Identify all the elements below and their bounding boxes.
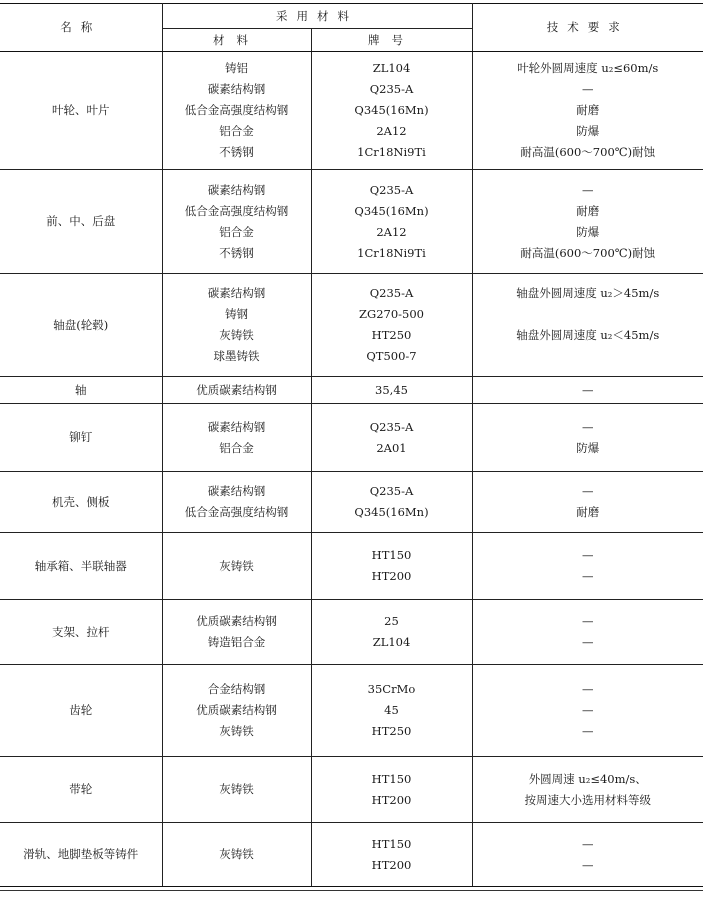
- row-grades: [311, 600, 472, 665]
- material-line: 碳素结构钢: [207, 484, 266, 498]
- grade-line: Q235-A: [369, 82, 414, 96]
- requirement-line: 耐磨: [576, 103, 600, 117]
- material-line: 优质碳素结构钢: [196, 703, 277, 717]
- requirement-line: —: [582, 548, 594, 562]
- row-grades: [311, 472, 472, 533]
- material-line: 铝合金: [219, 440, 254, 455]
- requirement-line: 外圆周速 u₂≤40m/s、: [528, 771, 647, 786]
- row-materials: [162, 757, 311, 823]
- grade-line: HT250: [371, 724, 412, 738]
- row-materials: [162, 665, 311, 757]
- header-material: 材料: [162, 29, 311, 52]
- grade-line: 1Cr18Ni9Ti: [357, 145, 426, 159]
- row-grades: [311, 533, 472, 600]
- row-materials: [162, 377, 311, 404]
- row-materials: [162, 823, 311, 887]
- table-row: [0, 665, 703, 757]
- requirement-line: 叶轮外圆周速度 u₂≤60m/s: [517, 61, 659, 75]
- row-materials: [162, 274, 311, 377]
- material-line: 低合金高强度结构钢: [184, 203, 289, 218]
- material-line: 碳素结构钢: [207, 419, 266, 434]
- material-line: 铝合金: [219, 224, 254, 239]
- requirement-line: —: [582, 614, 594, 628]
- grade-line: Q235-A: [369, 286, 414, 300]
- requirement-line: —: [582, 857, 594, 872]
- header-name: 名称: [0, 4, 162, 52]
- requirement-line: 耐磨: [576, 203, 600, 218]
- grade-line: QT500-7: [366, 349, 417, 363]
- material-line: 灰铸铁: [219, 724, 254, 738]
- row-materials: [162, 600, 311, 665]
- material-line: 碳素结构钢: [207, 82, 266, 96]
- table-row: [0, 600, 703, 665]
- row-grades: [311, 404, 472, 472]
- material-line: 灰铸铁: [219, 558, 254, 573]
- row-materials: [162, 404, 311, 472]
- table-row: [0, 274, 703, 377]
- requirement-line: —: [582, 484, 594, 498]
- requirement-line: —: [582, 182, 594, 197]
- table-row: [0, 404, 703, 472]
- grade-line: HT200: [371, 792, 412, 807]
- requirement-line: 防爆: [576, 124, 600, 138]
- grade-line: Q345(16Mn): [354, 203, 429, 218]
- requirement-line: —: [582, 569, 594, 583]
- material-line: 铸铝: [225, 61, 248, 75]
- grade-line: HT200: [371, 857, 412, 872]
- row-grades: [311, 823, 472, 887]
- requirement-line: 耐高温(600～700℃)耐蚀: [520, 145, 656, 159]
- row-requirements: [472, 665, 703, 757]
- requirement-line: 耐高温(600～700℃)耐蚀: [520, 245, 656, 260]
- grade-line: HT150: [371, 771, 412, 786]
- row-name: 支架、拉杆: [0, 600, 162, 665]
- row-requirements: [472, 52, 703, 170]
- header-row-1: [0, 4, 703, 29]
- requirement-line: —: [582, 724, 594, 738]
- grade-line: 2A01: [376, 440, 407, 455]
- grade-line: ZL104: [372, 635, 411, 649]
- grade-line: ZL104: [372, 61, 411, 75]
- row-materials: [162, 170, 311, 274]
- table-row: [0, 377, 703, 404]
- material-line: 不锈钢: [219, 245, 254, 260]
- row-name: 轴: [0, 377, 162, 404]
- material-line: 优质碳素结构钢: [196, 382, 277, 397]
- row-name: 叶轮、叶片: [0, 52, 162, 170]
- table-row: [0, 757, 703, 823]
- row-name: 带轮: [0, 757, 162, 823]
- material-line: 灰铸铁: [219, 328, 254, 342]
- grade-line: 25: [384, 614, 399, 628]
- row-grades: [311, 52, 472, 170]
- grade-line: HT150: [371, 836, 412, 851]
- grade-line: Q235-A: [369, 182, 414, 197]
- row-name: 前、中、后盘: [0, 170, 162, 274]
- header-grade: 牌号: [311, 29, 472, 52]
- grade-line: Q235-A: [369, 419, 414, 434]
- row-requirements: [472, 274, 703, 377]
- grade-line: 45: [384, 703, 399, 717]
- material-line: 低合金高强度结构钢: [184, 505, 289, 519]
- materials-table: [0, 3, 703, 887]
- row-requirements: [472, 600, 703, 665]
- material-line: 不锈钢: [219, 145, 254, 159]
- requirement-line: —: [582, 635, 594, 649]
- requirement-line: —: [582, 703, 594, 717]
- row-materials: [162, 533, 311, 600]
- grade-line: HT200: [371, 569, 412, 583]
- material-line: 铸造铝合金: [207, 635, 266, 649]
- requirement-line: —: [582, 682, 594, 696]
- requirement-line: 按周速大小选用材料等级: [524, 792, 651, 807]
- requirement-line: 耐磨: [576, 505, 600, 519]
- grade-line: Q345(16Mn): [354, 103, 429, 117]
- grade-line: HT250: [371, 328, 412, 342]
- material-line: 灰铸铁: [219, 847, 254, 861]
- requirement-line: 防爆: [576, 440, 600, 455]
- grade-line: Q345(16Mn): [354, 505, 429, 519]
- grade-line: ZG270-500: [359, 307, 424, 321]
- requirement-line: —: [582, 382, 594, 397]
- row-requirements: [472, 472, 703, 533]
- row-requirements: [472, 823, 703, 887]
- requirement-line: 轴盘外圆周速度 u₂＞45m/s: [516, 286, 660, 300]
- grade-line: 2A12: [376, 224, 407, 239]
- row-name: 机壳、侧板: [0, 472, 162, 533]
- header-material-group: 采用材料: [162, 4, 472, 29]
- grade-line: HT150: [371, 548, 412, 562]
- row-grades: [311, 757, 472, 823]
- row-grades: [311, 665, 472, 757]
- grade-line: 35,45: [375, 382, 408, 397]
- row-requirements: [472, 170, 703, 274]
- requirement-line: 防爆: [576, 224, 600, 239]
- grade-line: 2A12: [376, 124, 407, 138]
- requirement-line: —: [582, 82, 594, 96]
- row-materials: [162, 52, 311, 170]
- row-name: 齿轮: [0, 665, 162, 757]
- grade-line: Q235-A: [369, 484, 414, 498]
- row-requirements: [472, 533, 703, 600]
- table-row: [0, 472, 703, 533]
- row-name: 轴盘(轮毂): [0, 274, 162, 377]
- requirement-line: [473, 304, 703, 325]
- row-grades: [311, 170, 472, 274]
- row-name: 滑轨、地脚垫板等铸件: [0, 823, 162, 887]
- table-row: [0, 823, 703, 887]
- grade-line: 1Cr18Ni9Ti: [357, 245, 426, 260]
- row-grades: [311, 274, 472, 377]
- material-line: 碳素结构钢: [207, 286, 266, 300]
- table-header: [0, 4, 703, 52]
- material-line: 铝合金: [219, 124, 254, 138]
- material-line: 低合金高强度结构钢: [184, 103, 289, 117]
- bottom-rule: [0, 890, 703, 891]
- material-line: 优质碳素结构钢: [196, 614, 277, 628]
- header-requirements: 技术要求: [472, 4, 703, 52]
- row-name: 轴承箱、半联轴器: [0, 533, 162, 600]
- table-row: [0, 52, 703, 170]
- table-row: [0, 170, 703, 274]
- requirement-line: 轴盘外圆周速度 u₂＜45m/s: [516, 328, 660, 342]
- material-line: 合金结构钢: [207, 682, 266, 696]
- material-line: 灰铸铁: [219, 782, 254, 796]
- material-line: 铸钢: [225, 307, 248, 321]
- requirement-line: —: [582, 419, 594, 434]
- row-grades: [311, 377, 472, 404]
- table-body: [0, 52, 703, 887]
- material-line: 碳素结构钢: [207, 182, 266, 197]
- row-requirements: [472, 404, 703, 472]
- grade-line: 35CrMo: [367, 682, 416, 696]
- row-requirements: [472, 377, 703, 404]
- row-name: 铆钉: [0, 404, 162, 472]
- requirement-line: [473, 346, 703, 367]
- row-materials: [162, 472, 311, 533]
- row-requirements: [472, 757, 703, 823]
- table-row: [0, 533, 703, 600]
- material-line: 球墨铸铁: [213, 349, 260, 363]
- requirement-line: —: [582, 836, 594, 851]
